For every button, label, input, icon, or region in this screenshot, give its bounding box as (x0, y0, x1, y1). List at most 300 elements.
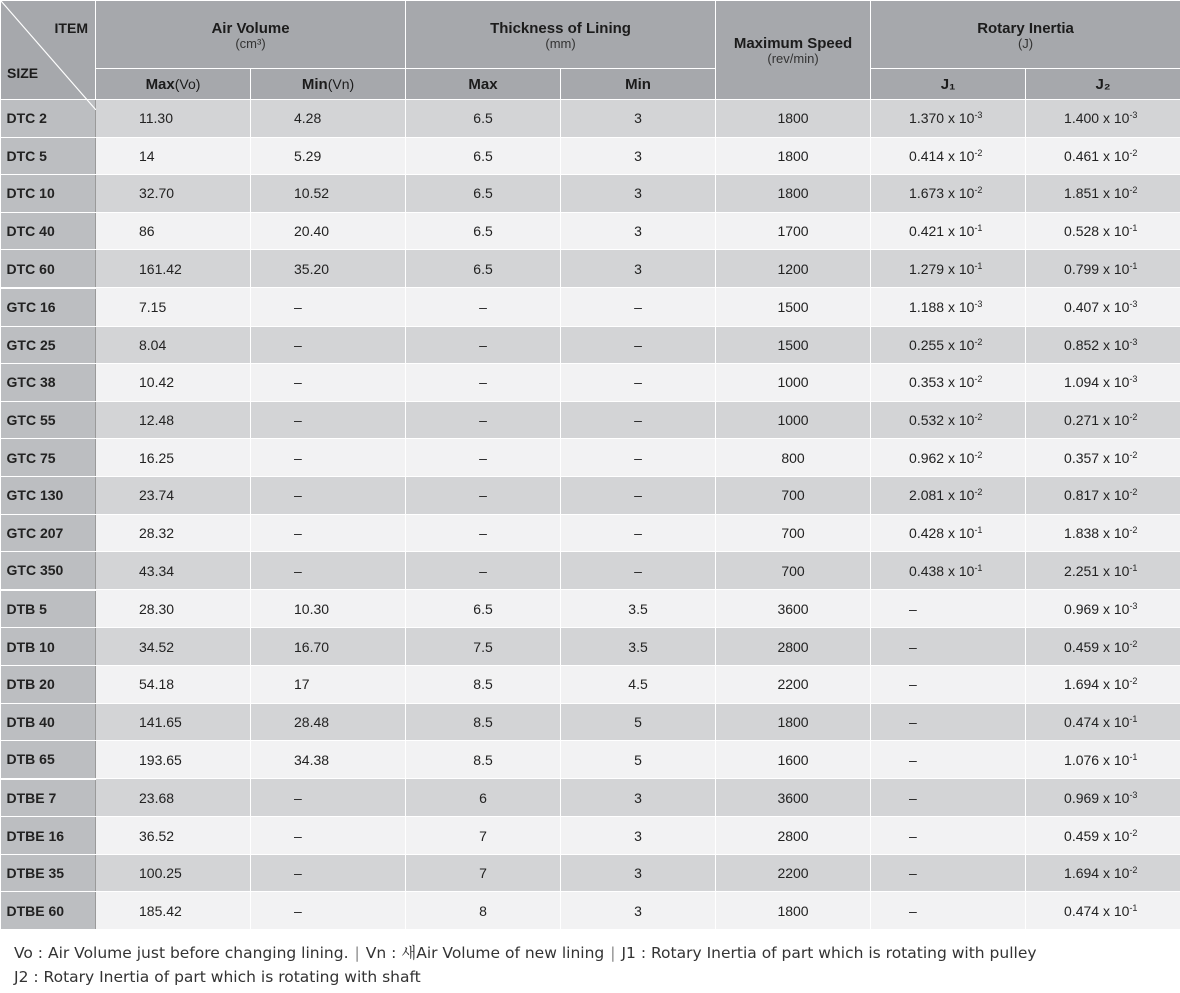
j2-cell-base: x 10 (1102, 412, 1130, 429)
j2-cell-base: x 10 (1102, 827, 1130, 844)
thick-min-cell: 3 (561, 817, 716, 855)
j1-cell-exponent: -2 (974, 374, 983, 385)
air-max-cell: 28.32 (96, 514, 251, 552)
max-speed-cell: 1000 (716, 401, 871, 439)
air-min-cell: – (251, 892, 406, 930)
j1-cell (871, 741, 1026, 779)
air-max-cell: 11.30 (96, 100, 251, 138)
air-min-cell: 17 (251, 665, 406, 703)
air-min-cell: – (251, 476, 406, 514)
j2-cell-exponent: -2 (1129, 865, 1138, 876)
j2-cell-exponent: -1 (1129, 902, 1138, 913)
j1-cell-mantissa: 0.962 (909, 449, 945, 466)
size-cell: GTC 130 (1, 476, 96, 514)
max-speed-cell: 3600 (716, 779, 871, 817)
j1-cell-base: x 10 (947, 412, 975, 429)
j1-cell (871, 137, 1026, 175)
j2-cell-exponent: -2 (1129, 827, 1138, 838)
thick-min-cell: 3 (561, 175, 716, 213)
air-volume-title: Air Volume (211, 19, 290, 37)
air-max-cell: 141.65 (96, 703, 251, 741)
j1-cell (871, 892, 1026, 930)
j2-cell (1026, 514, 1180, 552)
j2-cell-base: x 10 (1102, 676, 1130, 693)
air-max-cell: 28.30 (96, 590, 251, 628)
j2-cell (1026, 741, 1180, 779)
air-max-cell: 36.52 (96, 817, 251, 855)
air-min-cell: 10.52 (251, 175, 406, 213)
j2-cell-exponent: -3 (1129, 789, 1138, 800)
j1-cell-base: x 10 (947, 336, 975, 353)
max-speed-cell: 2800 (716, 817, 871, 855)
thick-max-cell: – (406, 326, 561, 364)
air-min-cell: – (251, 288, 406, 326)
air-max-cell: 34.52 (96, 628, 251, 666)
j2-cell (1026, 364, 1180, 402)
j2-cell-exponent: -2 (1129, 487, 1138, 498)
thickness-unit: (mm) (545, 35, 576, 51)
thick-min-cell: – (561, 288, 716, 326)
j1-cell-exponent: -1 (974, 260, 983, 271)
table-row (1, 590, 1180, 628)
j1-cell-exponent: -3 (974, 299, 983, 310)
air-max-cell: 16.25 (96, 439, 251, 477)
thick-max-cell: – (406, 439, 561, 477)
table-row (1, 326, 1180, 364)
j2-cell-exponent: -2 (1129, 638, 1138, 649)
j1-cell (871, 817, 1026, 855)
j2-cell-exponent: -3 (1129, 374, 1138, 385)
thick-max-cell: 7 (406, 854, 561, 892)
thick-min-cell: – (561, 326, 716, 364)
j2-cell-mantissa: 1.400 (1064, 110, 1100, 127)
j1-cell-mantissa: – (909, 789, 917, 806)
thick-max-cell: 6.5 (406, 100, 561, 138)
j1-cell-base: x 10 (947, 374, 975, 391)
j2-cell-exponent: -1 (1129, 562, 1138, 573)
j2-cell-exponent: -2 (1129, 412, 1138, 423)
thick-max-cell: 8 (406, 892, 561, 930)
max-speed-unit: (rev/min) (767, 51, 819, 66)
table-row (1, 628, 1180, 666)
j2-cell-exponent: -3 (1129, 110, 1138, 121)
j2-cell-mantissa: 0.459 (1064, 827, 1100, 844)
j1-cell-base: x 10 (947, 524, 975, 541)
j2-cell-base: x 10 (1102, 110, 1130, 127)
j2-cell-base: x 10 (1102, 449, 1130, 466)
air-max-cell: 10.42 (96, 364, 251, 402)
air-max-cell: 193.65 (96, 741, 251, 779)
air-min-cell: 20.40 (251, 212, 406, 250)
air-max-sub: (Vo) (174, 75, 201, 92)
thick-max-cell: 6.5 (406, 137, 561, 175)
j2-cell-mantissa: 0.969 (1064, 600, 1100, 617)
size-cell: GTC 16 (1, 288, 96, 326)
j2-cell-mantissa: 0.357 (1064, 449, 1100, 466)
thick-max-cell: 6.5 (406, 250, 561, 288)
j2-cell (1026, 628, 1180, 666)
j1-cell (871, 665, 1026, 703)
thick-min-cell: 3 (561, 854, 716, 892)
max-speed-cell: 2200 (716, 665, 871, 703)
j2-cell-base: x 10 (1102, 185, 1130, 202)
j2-cell-mantissa: 0.459 (1064, 638, 1100, 655)
j2-cell-mantissa: 1.694 (1064, 676, 1100, 693)
max-speed-cell: 1200 (716, 250, 871, 288)
j1-cell (871, 628, 1026, 666)
air-max-cell: 54.18 (96, 665, 251, 703)
thick-max-cell: 6.5 (406, 590, 561, 628)
air-min-cell: – (251, 854, 406, 892)
j1-cell-base: x 10 (947, 562, 975, 579)
j2-cell (1026, 817, 1180, 855)
thickness-header (406, 1, 716, 69)
j1-cell-exponent: -3 (974, 110, 983, 121)
j1-cell (871, 854, 1026, 892)
thick-max-cell: 6.5 (406, 175, 561, 213)
air-max-header (96, 69, 251, 100)
thick-min-cell: 3.5 (561, 628, 716, 666)
j2-cell-base: x 10 (1102, 789, 1130, 806)
thick-max-cell: 8.5 (406, 665, 561, 703)
footnote-j2: J2 : Rotary Inertia of part which is rotating with shaft (14, 968, 421, 987)
j1-cell-base: x 10 (947, 260, 975, 277)
air-min-cell: 28.48 (251, 703, 406, 741)
air-max-cell: 86 (96, 212, 251, 250)
thick-max-header: Max (406, 69, 561, 100)
footnote-vo: Vo : Air Volume just before changing lining. (14, 944, 349, 963)
j2-cell-exponent: -2 (1129, 449, 1138, 460)
j2-cell-base: x 10 (1102, 374, 1130, 391)
j1-cell (871, 364, 1026, 402)
air-max-cell: 185.42 (96, 892, 251, 930)
max-speed-cell: 800 (716, 439, 871, 477)
j2-cell-mantissa: 1.694 (1064, 865, 1100, 882)
j2-cell-mantissa: 1.076 (1064, 751, 1100, 768)
j2-cell-exponent: -2 (1129, 676, 1138, 687)
table-row (1, 439, 1180, 477)
item-size-corner-cell (1, 1, 96, 100)
thick-max-cell: 8.5 (406, 741, 561, 779)
j1-cell-base: x 10 (947, 299, 975, 316)
table-row (1, 779, 1180, 817)
size-cell: DTB 20 (1, 665, 96, 703)
air-min-cell: 10.30 (251, 590, 406, 628)
j2-cell-mantissa: 1.851 (1064, 185, 1100, 202)
j2-cell-exponent: -3 (1129, 336, 1138, 347)
air-min-header (251, 69, 406, 100)
j2-cell-mantissa: 0.407 (1064, 299, 1100, 316)
thick-max-cell: – (406, 401, 561, 439)
j2-cell-base: x 10 (1102, 147, 1130, 164)
j1-cell-mantissa: 0.421 (909, 223, 945, 240)
j1-cell (871, 326, 1026, 364)
size-cell: DTBE 60 (1, 892, 96, 930)
air-max-cell: 12.48 (96, 401, 251, 439)
diagonal-divider (1, 1, 96, 110)
j2-cell (1026, 212, 1180, 250)
thick-min-cell: 4.5 (561, 665, 716, 703)
j2-cell-base: x 10 (1102, 487, 1130, 504)
size-cell: DTC 40 (1, 212, 96, 250)
thick-min-cell: – (561, 364, 716, 402)
thick-max-cell: 6.5 (406, 212, 561, 250)
j2-cell-exponent: -1 (1129, 751, 1138, 762)
thick-max-cell: 8.5 (406, 703, 561, 741)
max-speed-cell: 2200 (716, 854, 871, 892)
thick-min-cell: – (561, 439, 716, 477)
air-min-cell: – (251, 364, 406, 402)
j1-cell-base: x 10 (947, 147, 975, 164)
max-speed-title: Maximum Speed (733, 35, 853, 52)
thick-min-cell: 3 (561, 779, 716, 817)
air-max-cell: 161.42 (96, 250, 251, 288)
size-cell: DTC 60 (1, 250, 96, 288)
air-min-cell: – (251, 401, 406, 439)
table-row (1, 401, 1180, 439)
j2-cell-exponent: -3 (1129, 299, 1138, 310)
j1-cell-mantissa: 0.255 (909, 336, 945, 353)
air-max-cell: 23.68 (96, 779, 251, 817)
size-cell: GTC 75 (1, 439, 96, 477)
j1-cell (871, 552, 1026, 590)
j2-header: J₂ (1026, 69, 1180, 100)
j1-cell-mantissa: – (909, 902, 917, 919)
j2-cell-mantissa: 0.474 (1064, 902, 1100, 919)
thick-min-cell: – (561, 514, 716, 552)
max-speed-cell: 1600 (716, 741, 871, 779)
j1-cell (871, 514, 1026, 552)
max-speed-cell: 1800 (716, 100, 871, 138)
j1-cell-mantissa: – (909, 827, 917, 844)
size-cell: DTBE 16 (1, 817, 96, 855)
table-row (1, 552, 1180, 590)
j1-cell-mantissa: 1.188 (909, 299, 945, 316)
thick-max-cell: – (406, 364, 561, 402)
j2-cell-exponent: -1 (1129, 223, 1138, 234)
table-row (1, 892, 1180, 930)
j2-cell-base: x 10 (1102, 751, 1130, 768)
max-speed-cell: 1000 (716, 364, 871, 402)
size-cell: DTB 10 (1, 628, 96, 666)
thick-min-cell: 3 (561, 137, 716, 175)
j2-cell-exponent: -1 (1129, 713, 1138, 724)
max-speed-cell: 1500 (716, 288, 871, 326)
j2-cell-base: x 10 (1102, 223, 1130, 240)
air-min-cell: 34.38 (251, 741, 406, 779)
table-body (1, 100, 1180, 930)
thick-min-header: Min (561, 69, 716, 100)
max-speed-cell: 700 (716, 476, 871, 514)
j1-cell-mantissa: 1.370 (909, 110, 945, 127)
table-row (1, 665, 1180, 703)
j2-cell (1026, 552, 1180, 590)
table-row (1, 741, 1180, 779)
j1-cell-mantissa: 2.081 (909, 487, 945, 504)
size-cell: DTB 40 (1, 703, 96, 741)
j1-cell (871, 288, 1026, 326)
j2-cell (1026, 590, 1180, 628)
table-row (1, 212, 1180, 250)
footnote (0, 930, 1180, 989)
j1-cell (871, 590, 1026, 628)
size-cell: GTC 207 (1, 514, 96, 552)
j2-cell (1026, 665, 1180, 703)
table-row (1, 817, 1180, 855)
j2-cell (1026, 175, 1180, 213)
j1-cell-mantissa: – (909, 865, 917, 882)
air-min-cell: 4.28 (251, 100, 406, 138)
j1-cell-mantissa: 0.353 (909, 374, 945, 391)
j1-cell-base: x 10 (947, 449, 975, 466)
air-volume-header (96, 1, 406, 69)
j2-cell-mantissa: 0.271 (1064, 412, 1100, 429)
j1-header: J₁ (871, 69, 1026, 100)
size-cell: GTC 25 (1, 326, 96, 364)
table-row (1, 288, 1180, 326)
thick-max-cell: 7 (406, 817, 561, 855)
j2-cell (1026, 288, 1180, 326)
j2-cell-base: x 10 (1102, 562, 1130, 579)
j1-cell-base: x 10 (947, 185, 975, 202)
j2-cell-base: x 10 (1102, 336, 1130, 353)
j1-cell-mantissa: 0.414 (909, 147, 945, 164)
j2-cell (1026, 401, 1180, 439)
thick-min-cell: 3 (561, 212, 716, 250)
j1-cell (871, 250, 1026, 288)
j2-cell-mantissa: 0.852 (1064, 336, 1100, 353)
j1-cell (871, 212, 1026, 250)
table-row (1, 100, 1180, 138)
size-cell: DTC 10 (1, 175, 96, 213)
table-row (1, 703, 1180, 741)
j1-cell (871, 779, 1026, 817)
max-speed-cell: 1800 (716, 137, 871, 175)
j1-cell-mantissa: 0.438 (909, 562, 945, 579)
air-min-label: Min (301, 75, 328, 93)
j2-cell-mantissa: 0.474 (1064, 713, 1100, 730)
size-cell: GTC 350 (1, 552, 96, 590)
j1-cell-exponent: -2 (974, 147, 983, 158)
table-row (1, 364, 1180, 402)
j2-cell (1026, 137, 1180, 175)
size-cell: DTB 65 (1, 741, 96, 779)
j1-cell (871, 175, 1026, 213)
j2-cell (1026, 854, 1180, 892)
j2-cell-base: x 10 (1102, 713, 1130, 730)
j1-cell-exponent: -2 (974, 412, 983, 423)
thick-min-cell: 3 (561, 250, 716, 288)
j2-cell (1026, 326, 1180, 364)
size-label: SIZE (7, 65, 39, 81)
air-min-sub: (Vn) (327, 75, 355, 92)
j2-cell-base: x 10 (1102, 524, 1130, 541)
j2-cell-mantissa: 2.251 (1064, 562, 1100, 579)
j2-cell (1026, 100, 1180, 138)
air-min-cell: – (251, 439, 406, 477)
j2-cell (1026, 476, 1180, 514)
j1-cell-exponent: -2 (974, 336, 983, 347)
j1-cell-base: x 10 (947, 110, 975, 127)
table-row (1, 854, 1180, 892)
max-speed-cell: 2800 (716, 628, 871, 666)
j1-cell-mantissa: 0.428 (909, 524, 945, 541)
air-min-cell: – (251, 326, 406, 364)
j1-cell-exponent: -1 (974, 562, 983, 573)
size-cell: DTBE 35 (1, 854, 96, 892)
item-label: ITEM (54, 20, 88, 36)
max-speed-cell: 1700 (716, 212, 871, 250)
j1-cell-exponent: -2 (974, 487, 983, 498)
footnote-line-2 (14, 965, 1166, 989)
j2-cell-base: x 10 (1102, 260, 1130, 277)
j2-cell-base: x 10 (1102, 299, 1130, 316)
j2-cell-exponent: -2 (1129, 185, 1138, 196)
j2-cell-mantissa: 1.094 (1064, 374, 1100, 391)
j2-cell-mantissa: 0.817 (1064, 487, 1100, 504)
air-min-cell: – (251, 514, 406, 552)
air-max-cell: 8.04 (96, 326, 251, 364)
thick-min-cell: – (561, 476, 716, 514)
air-max-cell: 23.74 (96, 476, 251, 514)
air-min-cell: – (251, 817, 406, 855)
j1-cell (871, 439, 1026, 477)
j2-cell-mantissa: 0.461 (1064, 147, 1100, 164)
footnote-separator: | (354, 944, 360, 963)
j1-cell-base: x 10 (947, 487, 975, 504)
j2-cell-base: x 10 (1102, 600, 1130, 617)
j1-cell-mantissa: – (909, 713, 917, 730)
j1-cell (871, 100, 1026, 138)
table-row (1, 514, 1180, 552)
j2-cell-mantissa: 0.528 (1064, 223, 1100, 240)
j2-cell (1026, 892, 1180, 930)
j2-cell-mantissa: 0.799 (1064, 260, 1100, 277)
thick-max-cell: – (406, 552, 561, 590)
rotary-inertia-title: Rotary Inertia (977, 19, 1074, 37)
j2-cell-base: x 10 (1102, 902, 1130, 919)
air-min-cell: 35.20 (251, 250, 406, 288)
thick-max-cell: 6 (406, 779, 561, 817)
rotary-inertia-unit: (J) (1017, 35, 1034, 51)
thick-min-cell: 5 (561, 703, 716, 741)
j2-cell-exponent: -1 (1129, 260, 1138, 271)
rotary-inertia-header (871, 1, 1180, 69)
thick-max-cell: – (406, 476, 561, 514)
j1-cell-mantissa: 1.279 (909, 260, 945, 277)
size-cell: DTC 5 (1, 137, 96, 175)
j1-cell (871, 476, 1026, 514)
j1-cell-mantissa: – (909, 638, 917, 655)
air-max-cell: 14 (96, 137, 251, 175)
j1-cell-mantissa: – (909, 600, 917, 617)
footnote-vn: Vn : 새Air Volume of new lining (365, 944, 605, 963)
j2-cell-base: x 10 (1102, 865, 1130, 882)
j2-cell-mantissa: 1.838 (1064, 524, 1100, 541)
j2-cell (1026, 250, 1180, 288)
thick-min-cell: 3 (561, 100, 716, 138)
j1-cell (871, 703, 1026, 741)
j1-cell-base: x 10 (947, 223, 975, 240)
air-max-cell: 43.34 (96, 552, 251, 590)
footnote-line-1 (14, 941, 1166, 965)
j2-cell (1026, 779, 1180, 817)
thickness-title: Thickness of Lining (490, 19, 631, 37)
j2-cell (1026, 439, 1180, 477)
size-cell: DTBE 7 (1, 779, 96, 817)
max-speed-header (716, 1, 871, 100)
air-min-cell: – (251, 779, 406, 817)
